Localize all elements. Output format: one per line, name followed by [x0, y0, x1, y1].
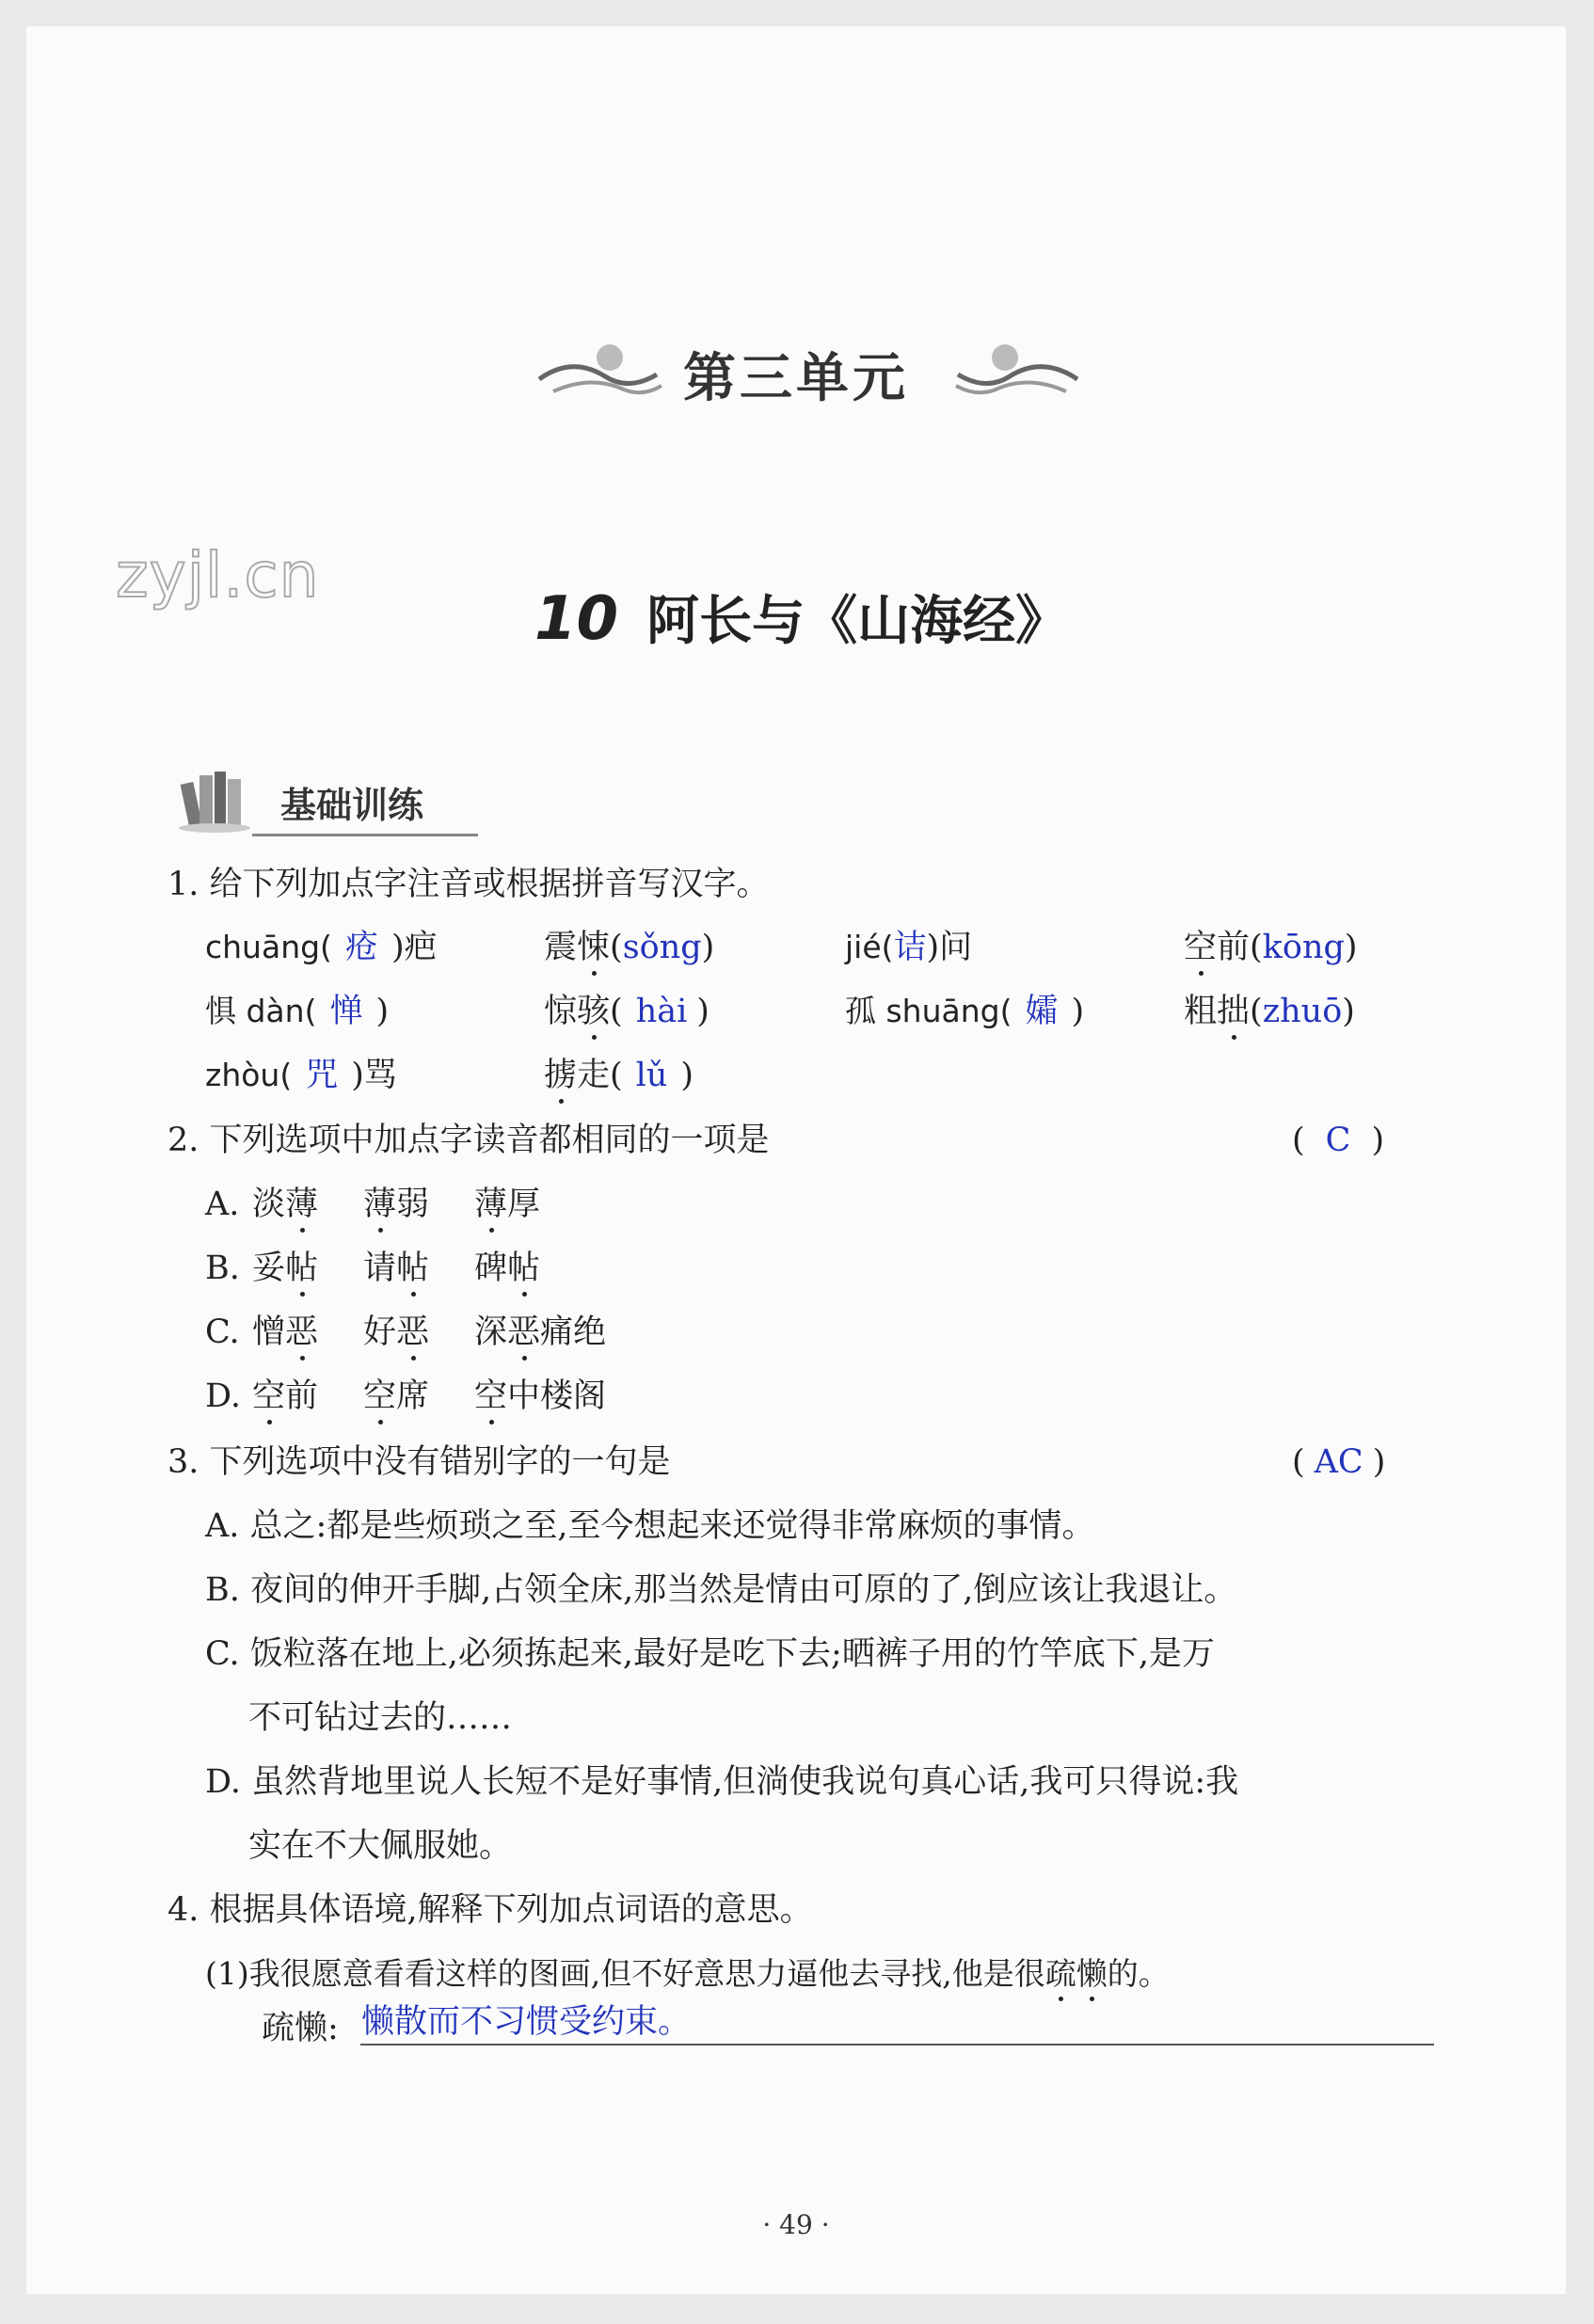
q2-option-word: 妥帖: [252, 1250, 319, 1287]
books-icon: [177, 766, 252, 834]
lesson-title: [534, 580, 1068, 655]
q2-option-word: 请帖: [363, 1250, 430, 1287]
unit-title: 第三单元: [683, 347, 909, 409]
q3-answer: AC: [1314, 1443, 1363, 1481]
q3-option-d: D. 虽然背地里说人长短不是好事情,但淌使我说句真心话,我可只得说:我: [205, 1763, 1239, 1801]
q4-sub1: (1)我很愿意看看这样的图画,但不好意思力逼他去寻找,他是很疏懒的。: [205, 1955, 1170, 1992]
q1-item: chuāng( 疮 )疤: [205, 929, 438, 966]
q2-option-word: 憎恶: [252, 1313, 319, 1351]
q3-option-c: C. 饭粒落在地上,必须拣起来,最好是吃下去;晒裤子用的竹竿底下,是万: [205, 1635, 1215, 1673]
lesson-name: 阿长与《山海经》: [646, 590, 1069, 652]
q2-option-label: C.: [205, 1313, 240, 1351]
q2-option-word: 薄厚: [474, 1186, 541, 1223]
section-underline: [252, 834, 478, 836]
q2-option-word: 碑帖: [474, 1250, 541, 1287]
q2-option-word: 好恶: [363, 1313, 430, 1351]
q3-option-d-cont: 实在不大佩服她。: [248, 1827, 513, 1865]
section-heading: 基础训练: [280, 785, 424, 826]
q3-stem: 3. 下列选项中没有错别字的一句是: [167, 1443, 671, 1481]
watermark: zyjl.cn: [116, 539, 320, 612]
q3-option-c-cont: 不可钻过去的……: [248, 1699, 513, 1737]
q4-stem: 4. 根据具体语境,解释下列加点词语的意思。: [167, 1891, 813, 1929]
q2-answer: C: [1325, 1122, 1351, 1159]
q3-option-a: A. 总之:都是些烦琐之至,至今想起来还觉得非常麻烦的事情。: [205, 1507, 1095, 1545]
q1-item: 震悚(sǒng): [544, 929, 715, 966]
q3-option-b: B. 夜间的伸开手脚,占领全床,那当然是情由可原的了,倒应该让我退让。: [205, 1571, 1237, 1609]
q2-option-label: D.: [205, 1377, 241, 1415]
workbook-page: [26, 26, 1566, 2294]
q1-item: 掳走( lǔ ): [544, 1057, 694, 1094]
q1-item: 粗拙(zhuō): [1184, 993, 1355, 1030]
q3-answer-bracket: ( AC ): [1292, 1443, 1386, 1481]
q2-option-word: 淡薄: [252, 1186, 319, 1223]
q2-answer-bracket: ( C ): [1292, 1122, 1385, 1159]
lesson-number: 10: [534, 584, 619, 654]
answer-line: [360, 2044, 1434, 2045]
q4-term-answer: 懒散而不习惯受约束。: [361, 2003, 692, 2041]
q2-option-word: 空前: [252, 1377, 319, 1415]
q1-item: jié(诘)问: [845, 929, 973, 966]
q2-option-word: 薄弱: [363, 1186, 430, 1223]
q1-item: 惧 dàn( 惮 ): [205, 993, 390, 1030]
page-number: · 49 ·: [762, 2209, 830, 2240]
q1-item: 空前(kōng): [1184, 929, 1358, 966]
q2-option-word: 空中楼阁: [474, 1377, 607, 1415]
q1-item: zhòu( 咒 )骂: [205, 1057, 397, 1094]
q2-option-word: 空席: [363, 1377, 430, 1415]
q4-term-label: 疏懒:: [262, 2010, 339, 2047]
q2-option-word: 深恶痛绝: [474, 1313, 607, 1351]
q2-option-label: A.: [205, 1186, 240, 1223]
q2-stem: 2. 下列选项中加点字读音都相同的一项是: [167, 1122, 770, 1159]
q2-option-label: B.: [205, 1250, 240, 1287]
q1-item: 孤 shuāng( 孀 ): [845, 993, 1085, 1030]
q1-item: 惊骇( hài ): [544, 993, 709, 1030]
q1-stem: 1. 给下列加点字注音或根据拼音写汉字。: [167, 866, 770, 903]
